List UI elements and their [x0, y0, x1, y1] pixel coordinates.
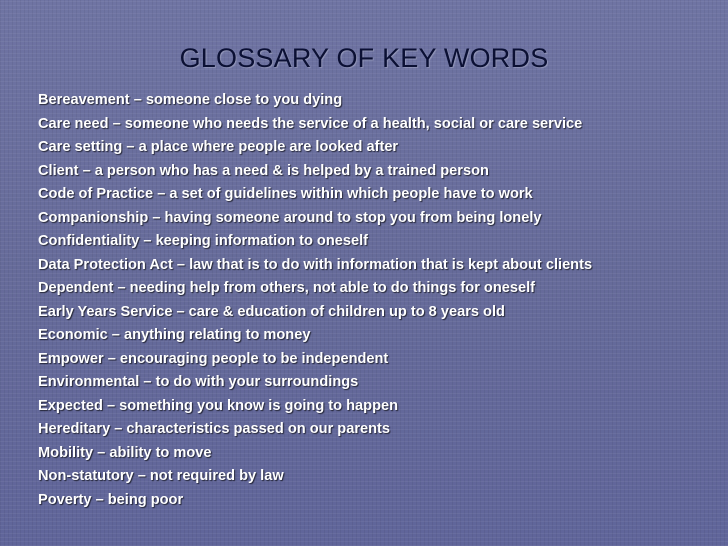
slide-title: GLOSSARY OF KEY WORDS	[179, 43, 549, 73]
glossary-list	[38, 89, 718, 512]
glossary-entry-empower: Empower – encouraging people to be independent	[38, 350, 389, 367]
glossary-entry-code-of-practice: Code of Practice – a set of guidelines within which people have to work	[38, 186, 533, 202]
glossary-entry-companionship: Companionship – having someone around to stop you from being lonely	[38, 209, 542, 226]
glossary-entry-care-setting: Care setting – a place where people are looked after	[38, 139, 399, 155]
glossary-entry-bereavement: Bereavement – someone close to you dying	[38, 92, 343, 108]
glossary-entry-non-statutory: Non-statutory – not required by law	[38, 468, 284, 484]
glossary-entry-early-years-service: Early Years Service – care & education of children up to 8 years old	[38, 303, 505, 320]
glossary-entry-hereditary: Hereditary – characteristics passed on our parents	[38, 421, 391, 437]
glossary-entry-economic: Economic – anything relating to money	[38, 327, 311, 343]
glossary-entry-environmental: Environmental – to do with your surroundings	[38, 374, 359, 390]
glossary-entry-poverty: Poverty – being poor	[38, 491, 184, 508]
glossary-entry-dependent: Dependent – needing help from others, not able to do things for oneself	[38, 280, 536, 296]
glossary-entry-mobility: Mobility – ability to move	[38, 444, 212, 461]
glossary-entry-confidentiality: Confidentiality – keeping information to oneself	[38, 233, 369, 249]
glossary-entry-care-need: Care need – someone who needs the service of a health, social or care service	[38, 115, 583, 132]
glossary-entry-data-protection-act: Data Protection Act – law that is to do with information that is kept about clients	[38, 256, 593, 273]
glossary-entry-expected: Expected – something you know is going to happen	[38, 397, 399, 414]
glossary-entry-client: Client – a person who has a need & is helped by a trained person	[38, 162, 489, 179]
